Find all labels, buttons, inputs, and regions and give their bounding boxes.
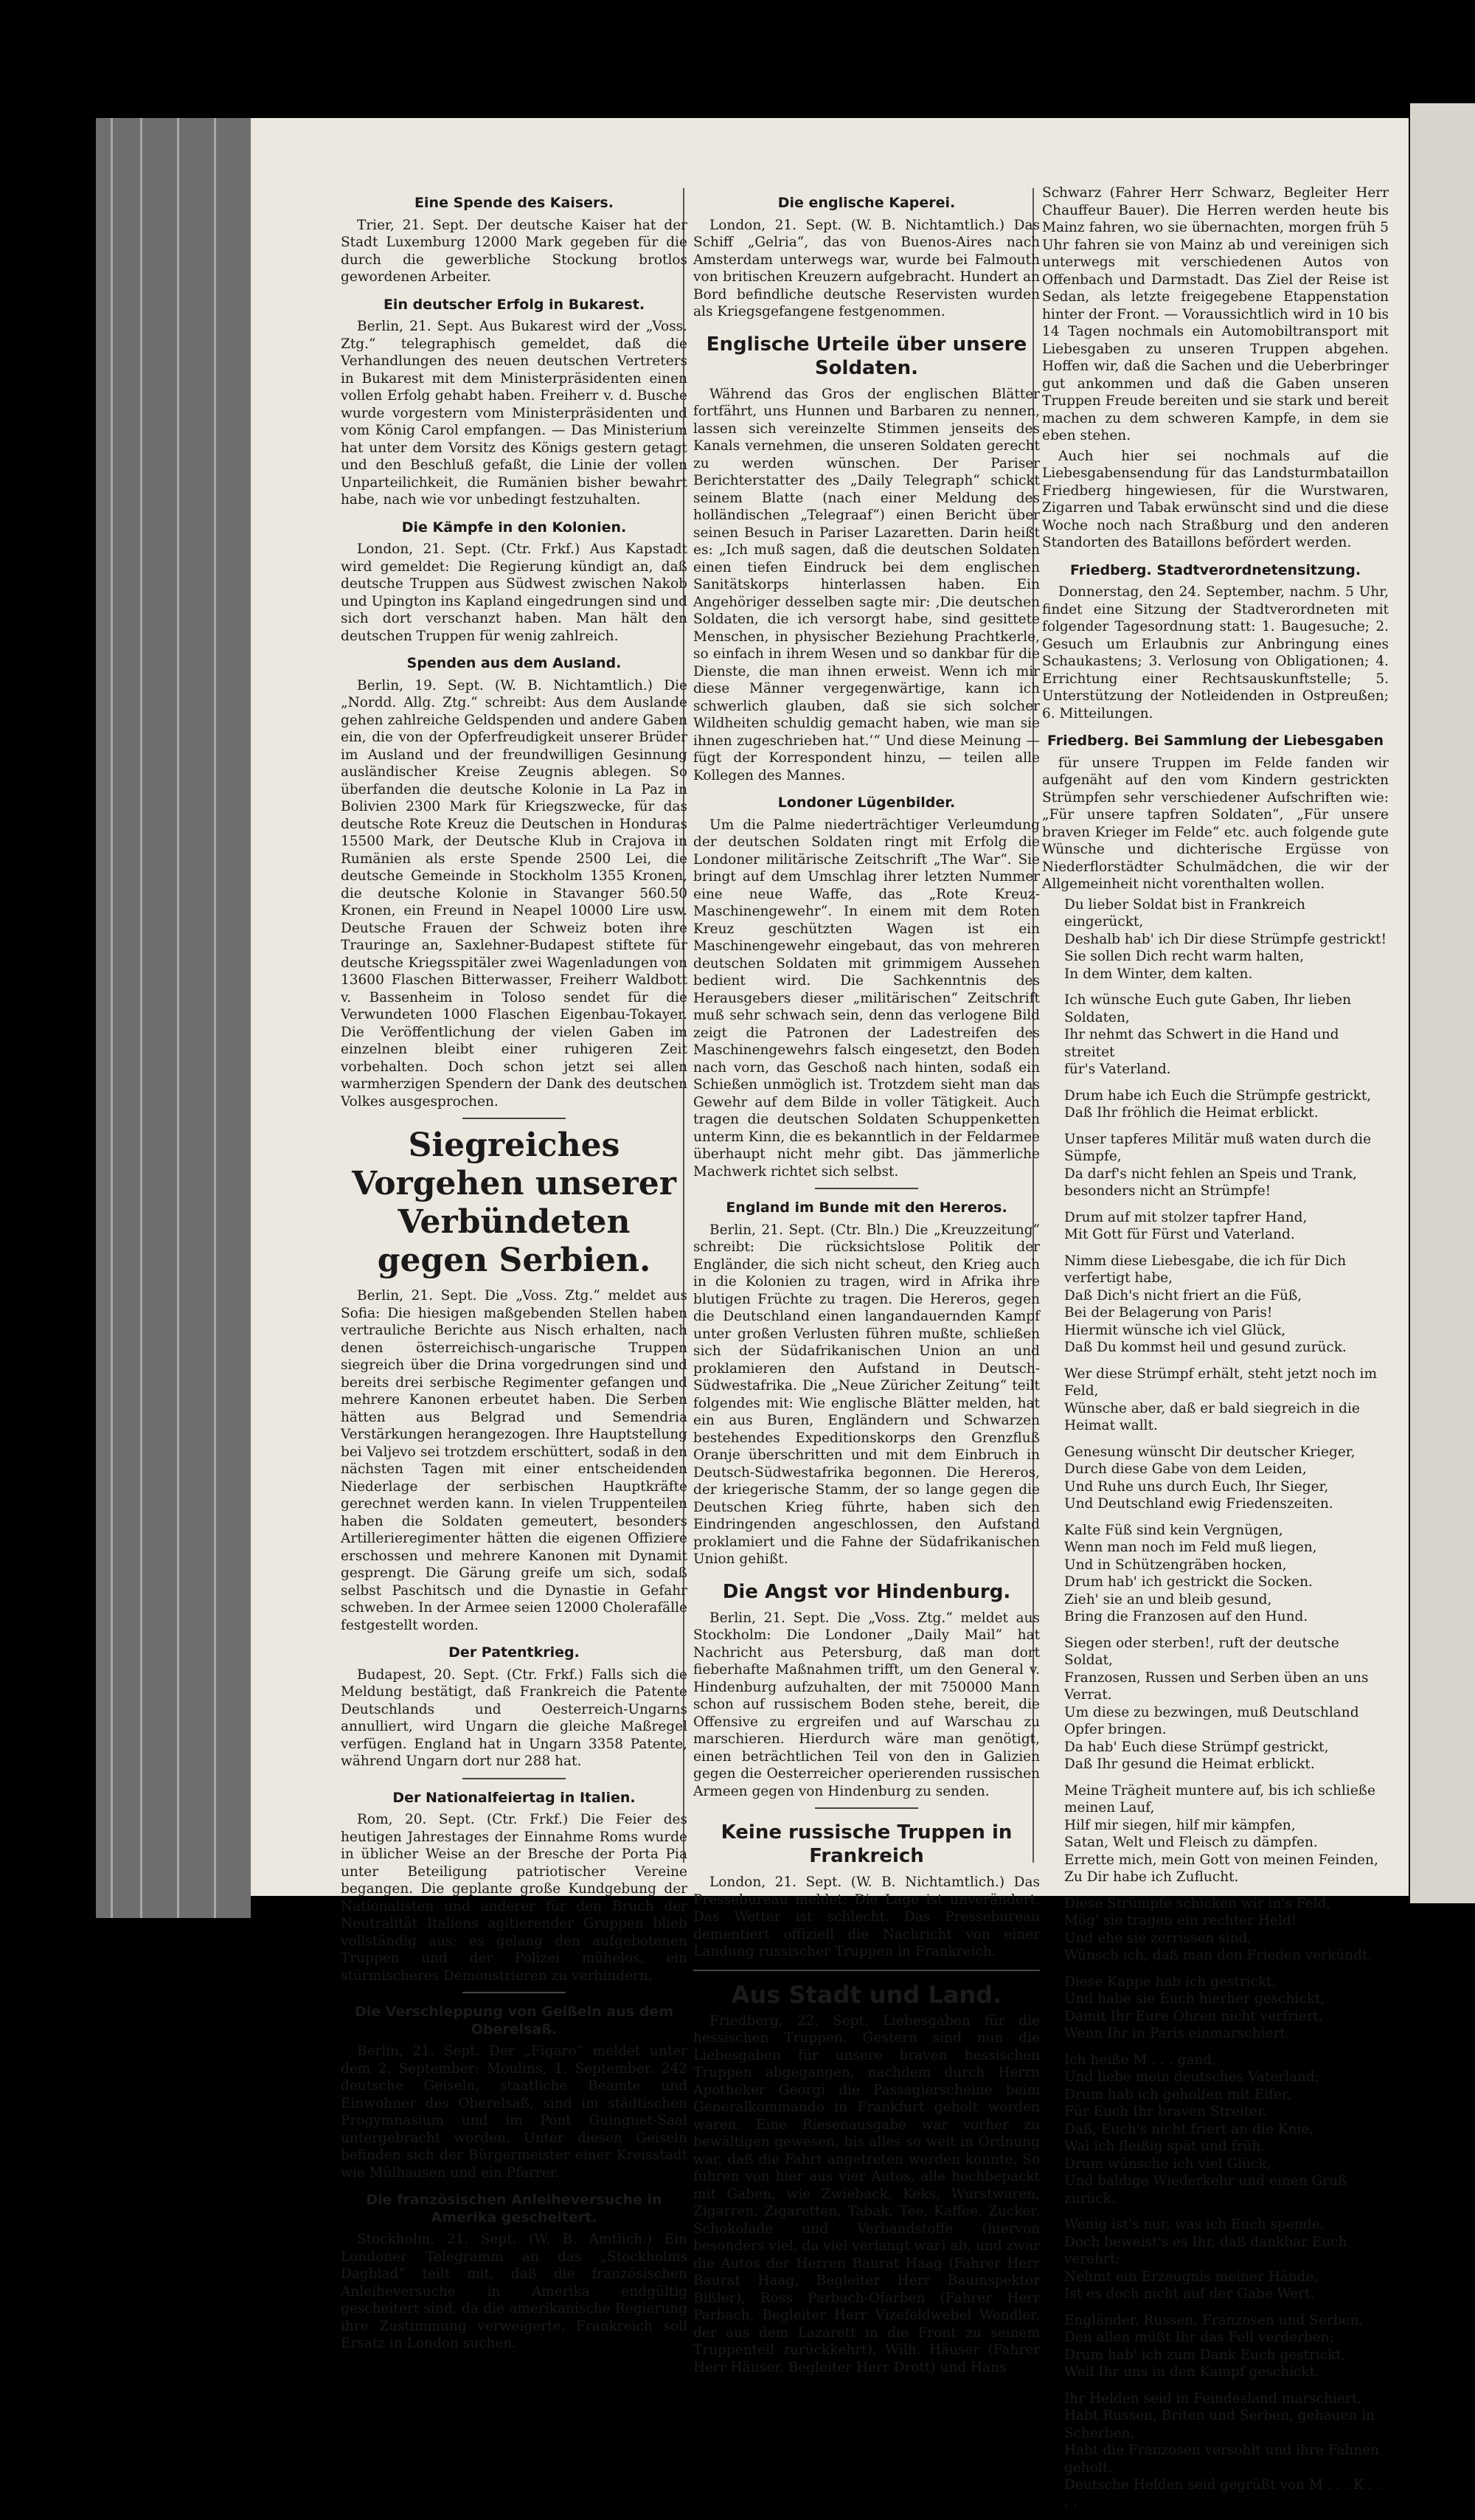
article-text: Rom, 20. Sept. (Ctr. Frkf.) Die Feier des heutigen Jahrestages der Einnahme Roms wurde in üblicher Weise an der Bresche der Porta Pia unter Beteiligung patriotischer Vereine begangen. Die geplante große Kundgebung der Nationalisten und anderer für den Bruch der Neutralität Italiens agitierender Gruppen blieb vollständig aus; es gelang den aufgebotenen Truppen und der Polizei mühelos, ein stürmischeres Demonstrieren zu verhindern. <box>341 1812 687 1984</box>
poem-line: Drum hab' ich zum Dank Euch gestrickt, <box>1064 2347 1346 2363</box>
article-text: Friedberg, 22. Sept. Liebesgaben für die hessischen Truppen. Gestern sind nun die Liebesgaben für unsere braven hessischen Truppen abgegangen, nachdem durch Herrn Apotheker Georgi die Passagierscheine beim Generalkommando in Frankfurt geholt worden waren. Eine Riesenausgabe war vorher zu bewältigen gewesen, bis alles so weit in Ordnung war, daß die Fahrt angetreten werden konnte. So fuhren von hier aus vier Autos, alle hochbepackt mit Gaben, wie Zwieback, Keks, Wurstwaren, Zigarren, Zigaretten, Tabak, Tee, Kaffee, Zucker, Schokolade und Verbandstoffe (hiervon besonders viel, da viel verlangt war) ab, und zwar die Autos der Herren Baurat Haag (Fahrer Herr Baurat Haag, Begleiter Herr Bauinspektor Bißler), Ross Parbach-Ofarben (Fahrer Herr Parbach, Begleiter Herr Vizefeldwebel Wendler, der aus dem Lazarett in die Front zu seinem Truppenteil zurückkehrt), Wilh. Häuser (Fahrer Herr Häuser, Begleiter Herr Drott) und Hans <box>693 2012 1040 2375</box>
poem-line: Daß Ihr gesund die Heimat erblickt. <box>1064 1756 1315 1772</box>
poem-line: Um diese zu bezwingen, muß Deutschland Opfer bringen. <box>1064 1704 1359 1737</box>
poem-line: Zu Dir habe ich Zuflucht. <box>1064 1869 1239 1885</box>
poem-line: Ist es doch nicht auf der Gabe Wert. <box>1064 2286 1315 2302</box>
poem-stanza <box>1042 2312 1389 2381</box>
separator <box>462 1992 566 1993</box>
poem-stanza <box>1042 1444 1389 1513</box>
poem-stanza <box>1042 2390 1389 2512</box>
poem-line: Für Euch Ihr braven Streiter. <box>1064 2104 1267 2119</box>
column-2 <box>693 184 1040 2379</box>
article-text: Berlin, 21. Sept. Die „Voss. Ztg.“ meldet aus Stockholm: Die Londoner „Daily Mail“ hat Nachricht aus Petersburg, daß man dort fieberhafte Maßnahmen trifft, um den General v. Hindenburg aufzuhalten, der mit 750000 Mann schon auf russischem Boden stehe, bereit, die Offensive zu ergreifen und auf Warschau zu marschieren. Hierdurch wäre man genötigt, einen beträchtlichen Teil von den in Galizien gegen die Oesterreicher operierenden russischen Armeen gegen von Hindenburg zu senden. <box>693 1610 1040 1799</box>
article-text: Berlin, 21. Sept. Der „Figaro“ meldet unter dem 2. September: Moulins, 1. September. 242 deutsche Geiseln, staatliche Beamte und Einwohner des Oberelsaß, sind im städtischen Progymnasium und im Pont Guinguet-Saal untergebracht worden. Unter diesen Geiseln befinden sich der Bürgermeister einer Kreisstadt wie Mülhausen und ein Pfarrer. <box>341 2043 687 2181</box>
poem-stanza <box>1042 1895 1389 1965</box>
headline: England im Bunde mit den Hereros. <box>726 1200 1007 1216</box>
article-text: Während das Gros der englischen Blätter fortfährt, uns Hunnen und Barbaren zu nennen, lassen sich vereinzelte Stimmen jenseits des Kanals vernehmen, die unseren Soldaten gerecht zu werden wünschen. Der Pariser Berichterstatter des „Daily Telegraph“ schickt seinem Blatte (nach einer Meldung des holländischen „Telegraaf“) einen Bericht über seinen Besuch in Pariser Lazaretten. Darin heißt es: „Ich muß sagen, daß die deutschen Soldaten einen tiefen Eindruck bei dem englischen Sanitätskorps hinterlassen haben. Ein Angehöriger desselben sagte mir: ‚Die deutschen Soldaten, die ich versorgt habe, sind gesittete Menschen, in physischer Beziehung Prachtkerle, so einfach in ihrem Wesen und so dankbar für die Dienste, die man ihnen erweist. Wenn ich mir diese Männer vergegenwärtige, kann ich schwerlich glauben, daß sie sich solcher Wildheiten schuldig gemacht haben, wie man sie ihnen zugeschrieben hat.‘“ Und diese Meinung — fügt der Korrespondent hinzu, — teilen alle Kollegen des Mannes. <box>693 386 1040 783</box>
facing-page-edge <box>1410 103 1475 1903</box>
article-text: Budapest, 20. Sept. (Ctr. Frkf.) Falls sich die Meldung bestätigt, daß Frankreich die Patente Deutschlands und Oesterreich-Ungarns annulliert, wird Ungarn die gleiche Maßregel verfügen. England hat in Ungarn 3358 Patente, während Ungarn dort nur 288 hat. <box>341 1666 687 1769</box>
poem-line: Wenig ist's nur, was ich Euch spende, <box>1064 2217 1325 2232</box>
poem-line: Daß Du kommst heil und gesund zurück. <box>1064 1340 1347 1355</box>
headline: Die Kämpfe in den Kolonien. <box>401 519 627 536</box>
poem-line: Sie sollen Dich recht warm halten, <box>1064 949 1305 964</box>
article-text: Berlin, 21. Sept. Die „Voss. Ztg.“ meldet aus Sofia: Die hiesigen maßgebenden Stellen haben vertrauliche Berichte aus Nisch erhalten, nach denen österreichisch-ungarische Truppen siegreich über die Drina vorgedrungen sind und bereits drei serbische Regimenter gefangen und mehrere Kanonen erbeutet haben. Die Serben hätten aus Belgrad und Semendria Verstärkungen herangezogen. Ihre Hauptstellung bei Valjevo sei trotzdem erschüttert, sodaß in den nächsten Tagen mit einer entscheidenden Niederlage der serbischen Hauptkräfte gerechnet werden kann. In vielen Truppenteilen haben die Soldaten gemeutert, besonders Artillerieregimenter hätten die eigenen Offiziere erschossen und mehrere Kanonen mit Dynamit gesprengt. Die Gärung greife um sich, sodaß selbst Paschitsch und die Dynastie in Gefahr schweben. In der Armee seien 12000 Cholerafälle festgestellt worden. <box>341 1288 687 1633</box>
article-text: London, 21. Sept. (W. B. Nichtamtlich.) Das Pressebureau meldet: Die Lage ist unverändert. Das Wetter ist schlecht. Das Pressebureau dementiert offiziell die Nachricht von einer Landung russischer Truppen in Frankreich. <box>693 1875 1040 1959</box>
poem-line: Engländer, Russen, Franzosen und Serben, <box>1064 2312 1364 2328</box>
section-title: Aus Stadt und Land. <box>731 1980 1002 2009</box>
separator <box>462 1118 566 1119</box>
article-text: Trier, 21. Sept. Der deutsche Kaiser hat der Stadt Luxemburg 12000 Mark gegeben für die durch die gewerbliche Stockung brotlos gewordenen Arbeiter. <box>341 217 687 285</box>
poem-line: Bring die Franzosen auf den Hund. <box>1064 1609 1308 1624</box>
poem-line: Weil Ihr uns in den Kampf geschickt. <box>1064 2364 1319 2380</box>
poem-stanza <box>1042 1131 1389 1200</box>
poem-line: Da hab' Euch diese Strümpf gestrickt, <box>1064 1739 1329 1755</box>
poem-line: Mög' sie tragen ein rechter Held! <box>1064 1913 1297 1928</box>
article-text: London, 21. Sept. (W. B. Nichtamtlich.) Das Schiff „Gelria“, das von Buenos-Aires nach Amsterdam unterwegs war, wurde bei Falmouth von britischen Kreuzern aufgebracht. Hundert an Bord befindliche deutsche Reservisten wurden als Kriegsgefangene festgenommen. <box>693 217 1040 319</box>
poem-line: Und habe sie Euch hierher geschickt, <box>1064 1991 1325 2007</box>
article-text: Auch hier sei nochmals auf die Liebesgabensendung für das Landsturmbataillon Friedberg hingewiesen, für die Wurstwaren, Zigarren und Tabak erwünscht sind und die diese Woche noch nach Straßburg und den anderen Standorten des Bataillons befördert werden. <box>1042 448 1389 550</box>
poem-stanza <box>1042 1087 1389 1122</box>
poem-line: Doch beweist's es Ihr, daß dankbar Euch verehrt; <box>1064 2234 1347 2267</box>
poem-line: Du lieber Soldat bist in Frankreich eingerückt, <box>1064 896 1305 930</box>
poem-stanza <box>1042 2216 1389 2303</box>
poem-line: In dem Winter, dem kalten. <box>1064 966 1253 982</box>
article-text: Schwarz (Fahrer Herr Schwarz, Begleiter Herr Chauffeur Bauer). Die Herren werden heute bis Mainz fahren, wo sie übernachten, morgen früh 5 Uhr fahren sie von Mainz ab und vereinigen sich unterwegs mit verschiedenen Autos von Offenbach und Darmstadt. Das Ziel der Reise ist Sedan, als letzte freigegebene Etappenstation hinter der Front. — Voraussichtlich wird in 10 bis 14 Tagen nochmals ein Automobiltransport mit Liebesgaben zu unseren Truppen abgehen. Hoffen wir, daß die Sachen und die Ueberbringer gut ankommen und daß die Gaben unseren Truppen Freude bereiten und sie stark und bereit machen zu dem schweren Kampfe, in dem sie eben stehen. <box>1042 185 1389 443</box>
poem-stanza <box>1042 1209 1389 1244</box>
headline: Keine russische Truppen in Frankreich <box>721 1821 1013 1867</box>
poem-line: Ich heiße M . . . gand, <box>1064 2052 1217 2068</box>
article-text: London, 21. Sept. (Ctr. Frkf.) Aus Kapstadt wird gemeldet: Die Regierung kündigt an, daß deutsche Truppen aus Südwest zwischen Nakob und Upington ins Kapland eingedrungen sind und sich dort verschanzt haben. Man hält den deutschen Truppen für wenig zahlreich. <box>341 541 687 644</box>
headline: Friedberg. Stadtverordnetensitzung. <box>1069 561 1361 578</box>
headline: Londoner Lügenbilder. <box>777 795 956 811</box>
poem-line: Genesung wünscht Dir deutscher Krieger, <box>1064 1444 1356 1460</box>
article-text: Donnerstag, den 24. September, nachm. 5 Uhr, findet eine Sitzung der Stadtverordneten mit folgender Tagesordnung statt: 1. Baugesuche; 2. Gesuch um Erlaubnis zur Anbringung eines Schaukastens; 3. Verlosung von Obligationen; 4. Errichtung einer Rechtsauskunftstelle; 5. Unterstützung der Notleidenden in Ostpreußen; 6. Mitteilungen. <box>1042 584 1389 721</box>
poem-stanza <box>1042 1522 1389 1626</box>
column-3 <box>1042 184 1389 2520</box>
article-text: Stockholm, 21. Sept. (W. B. Amtlich.) Ein Londoner Telegramm an das „Stockholms Dagblad“ teilt mit, daß die französischen Anleiheversuche in Amerika endgültig gescheitert sind, da die amerikanische Regierung ihre Zustimmung verweigerte. Frankreich soll Ersatz in London suchen. <box>341 2232 687 2351</box>
poem-line: Wünsch ich, daß man den Frieden verkündt. <box>1064 1948 1372 1963</box>
poem-line: Mit Gott für Fürst und Vaterland. <box>1064 1227 1295 1242</box>
poem-line: Habt die Franzosen versohlt und ihre Fahnen geholt. <box>1064 2443 1380 2476</box>
article-text: Um die Palme niederträchtiger Verleumdung der deutschen Soldaten ringt mit Erfolg die Londoner militärische Zeitschrift „The War“. Sie bringt auf dem Umschlag ihrer letzten Nummer eine neue Waffe, das „Rote Kreuz-Maschinengewehr“. In einem mit dem Roten Kreuz geschützten Wagen ist ein Maschinengewehr eingebaut, das von mehreren deutschen Soldaten mit grimmigem Aussehen bedient wird. Die Sachkenntnis des Herausgebers dieser „militärischen“ Zeitschrift muß sehr schwach sein, denn das verlogene Bild zeigt die Patronen der Ladestreifen des Maschinengewehrs falsch eingesetzt, den Boden nach vorn, das Geschoß nach hinten, sodaß ein Schießen unmöglich ist. Trotzdem sieht man das Gewehr auf dem Bilde in voller Tätigkeit. Auch tragen die deutschen Soldaten Schuppenketten unterm Kinn, die es bekanntlich in der Feldarmee überhaupt nicht mehr gibt. Das jämmerliche Machwerk richtet sich selbst. <box>693 817 1040 1180</box>
poem-line: Bei der Belagerung von Paris! <box>1064 1305 1273 1320</box>
poem-line: Wenn Ihr in Paris einmarschiert. <box>1064 2026 1290 2041</box>
headline: Der Nationalfeiertag in Italien. <box>392 1789 636 1806</box>
column-1 <box>341 184 687 2355</box>
poem-line: Drum auf mit stolzer tapfrer Hand, <box>1064 1209 1308 1225</box>
poem-line: Und in Schützengräben hocken, <box>1064 1557 1287 1573</box>
article-text: Berlin, 19. Sept. (W. B. Nichtamtlich.) Die „Nordd. Allg. Ztg.“ schreibt: Aus dem Auslande gehen zahlreiche Geldspenden und andere Gaben ein, die von der Opferfreudigkeit unserer Brüder im Ausland und der freundwilligen Gesinnung ausländischer Kreise Zeugnis ablegen. So überfanden die deutsche Kolonie in La Paz in Bolivien 2300 Mark für Kriegszwecke, für das deutsche Rote Kreuz die Deutschen in Honduras 15500 Mark, der Deutsche Klub in Crajova in Rumänien als erste Spende 2500 Lei, die deutsche Gemeinde in Stockholm 1355 Kronen, die deutsche Kolonie in Stavanger 560.50 Kronen, ein Freund in Neapel 10000 Lire usw. Deutsche Frauen der Schweiz boten ihre Trauringe an, Saxlehner-Budapest stiftete für deutsche Kriegsspitäler zwei Wagenladungen von 13600 Flaschen Bitterwasser, Freiherr Waldbott v. Bassenheim in Toloso sendet für die Verwundeten 1000 Flaschen Eigenbau-Tokayer. Die Veröffentlichung der vielen Gaben im einzelnen bleibt einer ruhigeren Zeit vorbehalten. Doch schon jetzt sei allen warmherzigen Spendern der Dank des deutschen Volkes ausgesprochen. <box>341 677 687 1110</box>
poem-block <box>1042 896 1389 2512</box>
poem-line: Daß Dich's nicht friert an die Füß, <box>1064 1287 1302 1304</box>
headline: Die englische Kaperei. <box>777 195 956 211</box>
headline: Die französischen Anleiheversuche in Amerika gescheitert. <box>366 2192 662 2226</box>
poem-line: Hiermit wünsche ich viel Glück, <box>1064 1322 1286 1338</box>
article-text: für unsere Truppen im Felde fanden wir aufgenäht auf den vom Kindern gestrickten Strümpfen sehr verschiedener Aufschriften wie: „Für unsere tapfren Soldaten“, „Für unsere braven Krieger im Felde“ etc. auch folgende gute Wünsche und dichterische Ergüsse von Niederflorstädter Schulmädchen, die wir der Allgemeinheit nicht vorenthalten wollen. <box>1042 755 1389 892</box>
poem-line: Nehmt ein Erzeugnis meiner Hände, <box>1064 2268 1319 2285</box>
separator <box>815 1807 918 1809</box>
poem-line: Wünsche aber, daß er bald siegreich in die Heimat wallt. <box>1064 1400 1360 1433</box>
poem-line: Habt Russen, Briten und Serben, gehauen in Scherben, <box>1064 2408 1375 2441</box>
book-binding <box>96 118 251 1918</box>
poem-line: Drum habe ich Euch die Strümpfe gestrickt, <box>1064 1087 1372 1104</box>
major-headline: Siegreiches Vorgehen unserer Verbündeten gegen Serbien. <box>352 1126 676 1279</box>
headline: Der Patentkrieg. <box>448 1644 580 1661</box>
poem-line: Errette mich, mein Gott von meinen Feinden, <box>1064 1852 1378 1868</box>
poem-line: Daß Ihr fröhlich die Heimat erblickt. <box>1064 1105 1319 1121</box>
section-rule <box>693 1970 1040 1971</box>
headline: Ein deutscher Erfolg in Bukarest. <box>383 296 645 313</box>
poem-stanza <box>1042 1782 1389 1886</box>
poem-line: Und liebe mein deutsches Vaterland; <box>1064 2069 1319 2085</box>
poem-line: Hilf mir siegen, hilf mir kämpfen, <box>1064 1817 1296 1833</box>
poem-line: Unser tapferes Militär muß waten durch die Sümpfe, <box>1064 1131 1372 1164</box>
headline: Friedberg. Bei Sammlung der Liebesgaben <box>1047 733 1384 749</box>
poem-line: Drum wünsche ich viel Glück, <box>1064 2156 1271 2172</box>
poem-line: Meine Trägheit muntere auf, bis ich schließe meinen Lauf, <box>1064 1782 1376 1815</box>
poem-line: Drum hab' ich gestrickt die Socken. <box>1064 1574 1313 1590</box>
poem-line: Diese Kappe hab ich gestrickt, <box>1064 1973 1277 1990</box>
poem-line: Drum hab ich geholfen mit Eifer, <box>1064 2086 1291 2102</box>
poem-line: Ihr nehmt das Schwert in die Hand und streitet <box>1064 1027 1339 1060</box>
poem-line: Wer diese Strümpf erhält, steht jetzt noch im Feld, <box>1064 1365 1377 1399</box>
headline: Spenden aus dem Ausland. <box>406 655 622 671</box>
poem-line: Kalte Füß sind kein Vergnügen, <box>1064 1522 1283 1538</box>
poem-line: Daß, Euch's nicht friert an die Knie, <box>1064 2121 1314 2137</box>
separator <box>462 1778 566 1779</box>
poem-line: Und baldige Wiederkehr und einen Gruß zurück. <box>1064 2173 1347 2206</box>
poem-line: Wenn man noch im Feld muß liegen, <box>1064 1540 1317 1555</box>
poem-line: Durch diese Gabe von dem Leiden, <box>1064 1461 1307 1477</box>
poem-line: Wai ich fleißig spät und früh. <box>1064 2139 1266 2154</box>
poem-line: für's Vaterland. <box>1064 1062 1171 1077</box>
poem-stanza <box>1042 1253 1389 1357</box>
poem-line: Deshalb hab' ich Dir diese Strümpfe gestrickt! <box>1064 931 1387 947</box>
newspaper-page <box>251 118 1409 2510</box>
poem-line: Siegen oder sterben!, ruft der deutsche Soldat, <box>1064 1635 1339 1668</box>
poem-line: Und Deutschland ewig Friedenszeiten. <box>1064 1496 1333 1512</box>
poem-stanza <box>1042 896 1389 983</box>
poem-line: Nimm diese Liebesgabe, die ich für Dich verfertigt habe, <box>1064 1253 1347 1286</box>
poem-line: Und Ruhe uns durch Euch, Ihr Sieger, <box>1064 1478 1329 1495</box>
poem-line: Diese Strümpfe schicken wir in's Feld, <box>1064 1895 1331 1911</box>
poem-line: Deutsche Helden seid gegrüßt von M . . . K . . . . <box>1064 2477 1381 2510</box>
headline: Eine Spende des Kaisers. <box>414 195 614 211</box>
poem-line: Ich wünsche Euch gute Gaben, Ihr lieben Soldaten, <box>1064 992 1352 1025</box>
headline: Die Angst vor Hindenburg. <box>722 1580 1011 1603</box>
poem-line: Damit Ihr Eure Ohren nicht verfriert, <box>1064 2008 1323 2024</box>
article-text: Berlin, 21. Sept. Aus Bukarest wird der „Voss. Ztg.“ telegraphisch gemeldet, daß die Verhandlungen des neuen deutschen Vertreters in Bukarest mit dem Ministerpräsidenten einen vollen Erfolg gehabt haben. Freiherr v. d. Busche wurde vorgestern vom Ministerpräsidenten und vom König Carol empfangen. — Das Ministerium hat unter dem Vorsitz des Königs gestern getagt und den Beschluß gefaßt, die Linie der vollen Unparteilichkeit, die Rumänien bisher bewahrt habe, nach wie vor unbedingt festzuhalten. <box>341 319 687 508</box>
separator <box>815 1188 918 1189</box>
poem-stanza <box>1042 1365 1389 1435</box>
poem-stanza <box>1042 2052 1389 2208</box>
poem-line: Zieh' sie an und bleib gesund, <box>1064 1591 1272 1607</box>
poem-line: Satan, Welt und Fleisch zu dämpfen. <box>1064 1835 1318 1850</box>
headline: Die Verschleppung von Geißeln aus dem Oberelsaß. <box>354 2004 673 2038</box>
article-text: Berlin, 21. Sept. (Ctr. Bln.) Die „Kreuzzeitung“ schreibt: Die rücksichtslose Politik der Engländer, die sich nicht scheut, den Krieg auch in die Kolonien zu tragen, wird in Afrika ihre blutigen Früchte zu tragen. Die Hereros, gegen die Deutschland einen langandauernden Kampf unter großen Verlusten führen mußte, schließen sich der Südafrikanischen Union an und proklamieren den Aufstand in Deutsch-Südwestafrika. Die „Neue Züricher Zeitung“ teilt folgendes mit: Wie englische Blätter melden, hat ein aus Buren, Engländern und Schwarzen bestehendes Expeditionskorps den Grenzfluß Oranje überschritten und mit dem Einbruch in Deutsch-Südwestafrika begonnen. Die Hereros, der kriegerische Stamm, der so lange gegen die Deutschen Krieg führte, haben sich den Eindringenden angeschlossen, den Aufstand proklamiert und die Fahne der Südafrikanischen Union gehißt. <box>693 1222 1040 1567</box>
poem-stanza <box>1042 1973 1389 2043</box>
poem-stanza <box>1042 1635 1389 1773</box>
poem-line: Den allen müßt Ihr das Fell verderben; <box>1064 2330 1334 2345</box>
poem-line: Franzosen, Russen und Serben üben an uns Verrat. <box>1064 1669 1369 1703</box>
headline: Englische Urteile über unsere Soldaten. <box>706 333 1027 379</box>
poem-line: Und ehe sie zerrissen sind, <box>1064 1930 1252 1946</box>
poem-line: Ihr Helden seid in Feindesland marschiert, <box>1064 2390 1362 2406</box>
poem-stanza <box>1042 991 1389 1079</box>
poem-line: Da darf's nicht fehlen an Speis und Trank, besonders nicht an Strümpfe! <box>1064 1166 1357 1199</box>
